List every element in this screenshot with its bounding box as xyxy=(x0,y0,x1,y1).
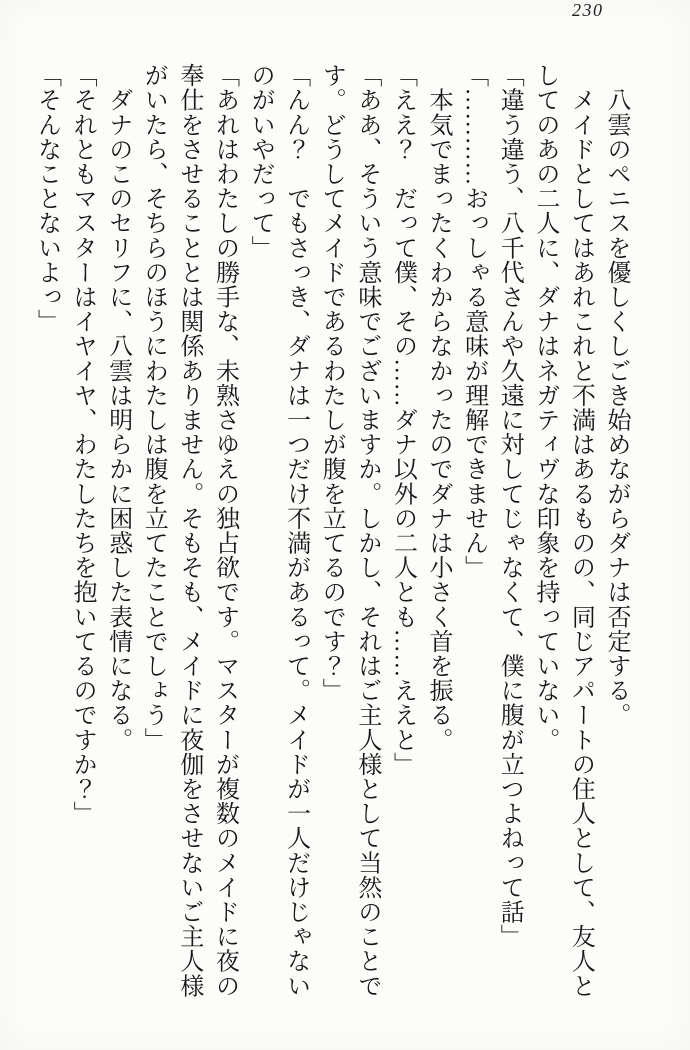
text-line: 「…………おっしゃる意味が理解できません」 xyxy=(460,63,487,580)
text-line: 「んん？ でもさっき、ダナは一つだけ不満があるって。メイドが一人だけじゃない xyxy=(282,63,309,998)
text-line: 「あれはわたしの勝手な、未熟さゆえの独占欲です。マスターが複数のメイドに夜の xyxy=(211,63,238,998)
text-line: のがいやだって」 xyxy=(247,63,274,260)
text-line: 「それともマスターはイヤイヤ、わたしたちを抱いてるのですか？」 xyxy=(69,63,96,826)
text-line: 「ええ？ だって僕、その……ダナ以外の二人とも……ええと」 xyxy=(389,63,416,777)
text-line: 奉仕をさせることとは関係ありません。そもそも、メイドに夜伽をさせないご主人様 xyxy=(175,63,202,998)
text-line: メイドとしてはあれこれと不満はあるものの、同じアパートの住人として、友人と xyxy=(567,63,594,998)
text-line: 「そんなことないよっ」 xyxy=(33,63,60,334)
text-line: す。どうしてメイドであるわたしが腹を立てるのです？」 xyxy=(318,63,345,703)
text-line: がいたら、そちらのほうにわたしは腹を立てたことでしょう」 xyxy=(140,63,167,752)
text-line: 八雲のペニスを優しくしごき始めながらダナは否定する。 xyxy=(603,63,629,728)
text-line: 「違う違う、八千代さんや久遠に対してじゃなくて、僕に腹が立つよねって話」 xyxy=(496,63,523,949)
text-line: 「ああ、そういう意味でございますか。しかし、それはご主人様として当然のことで xyxy=(353,63,380,998)
text-area xyxy=(27,63,633,1013)
text-line: してのあの二人に、ダナはネガティヴな印象を持っていない。 xyxy=(531,63,558,752)
text-line: ダナのこのセリフに、八雲は明らかに困惑した表情になる。 xyxy=(104,63,131,752)
page-number: 230 xyxy=(572,0,604,20)
text-line: 本気でまったくわからなかったのでダナは小さく首を振る。 xyxy=(425,63,452,752)
